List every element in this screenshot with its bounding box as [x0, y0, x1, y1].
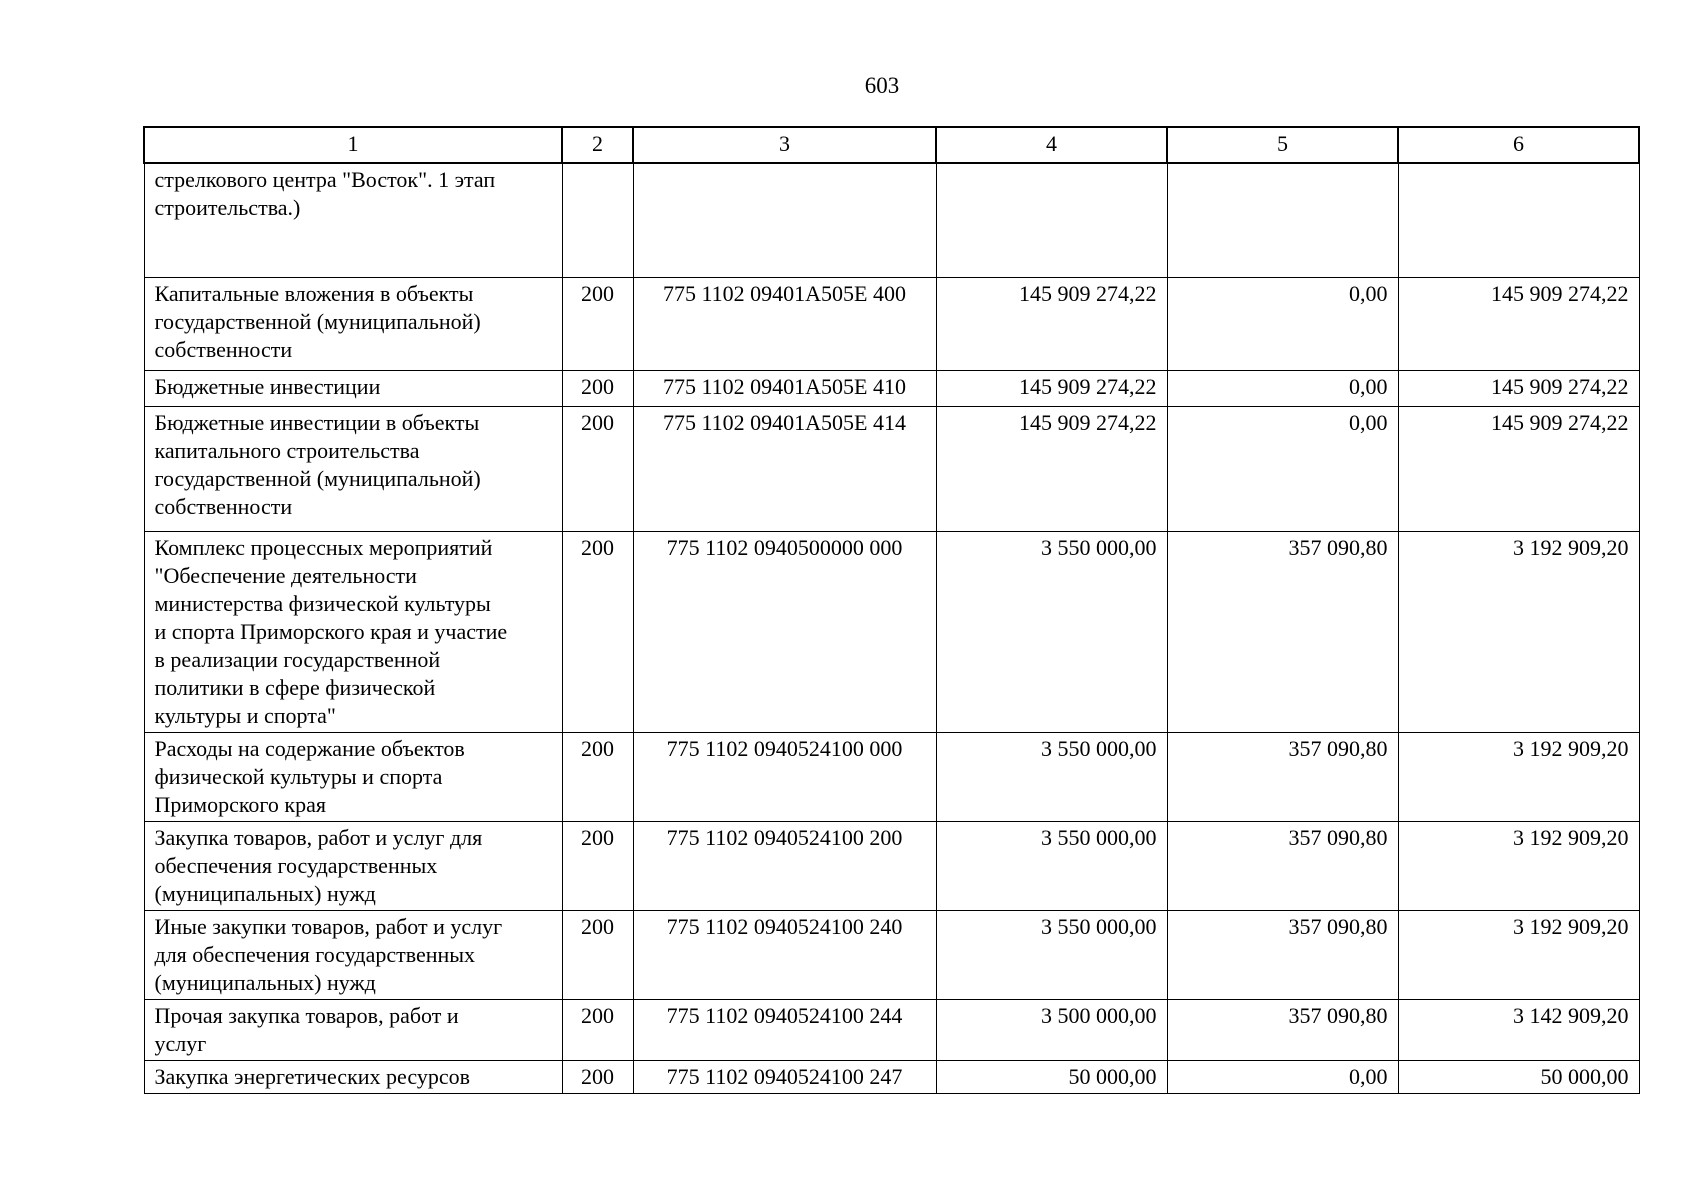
row-name-text: Бюджетные инвестиции в объекты капитального строительства государственной (муниципальной) собственности [154, 409, 481, 519]
row-value4: 3 500 000,00 [936, 999, 1167, 1060]
row-value5: 357 090,80 [1167, 531, 1398, 732]
row-code3: 775 1102 0940524100 200 [633, 821, 936, 910]
row-name-text: Закупка энергетических ресурсов [154, 1063, 470, 1089]
row-value4: 3 550 000,00 [936, 910, 1167, 999]
row-value6: 145 909 274,22 [1398, 277, 1639, 370]
row-code3 [633, 163, 936, 277]
row-name [144, 821, 562, 910]
table-header-row [144, 127, 1639, 163]
row-code2: 200 [562, 277, 633, 370]
table-row [144, 910, 1639, 999]
row-name-text: Иные закупки товаров, работ и услуг для обеспечения государственных (муниципальных) нужд [154, 913, 503, 995]
row-value5: 357 090,80 [1167, 999, 1398, 1060]
row-code3: 775 1102 09401A505E 414 [633, 406, 936, 531]
row-value4: 145 909 274,22 [936, 406, 1167, 531]
table-row [144, 821, 1639, 910]
row-code3: 775 1102 0940524100 244 [633, 999, 936, 1060]
table-row [144, 163, 1639, 277]
row-value6: 3 192 909,20 [1398, 910, 1639, 999]
row-value5: 0,00 [1167, 406, 1398, 531]
row-code2: 200 [562, 999, 633, 1060]
column-header: 1 [144, 127, 562, 163]
row-value4: 3 550 000,00 [936, 531, 1167, 732]
row-name-text: Расходы на содержание объектов физической культуры и спорта Приморского края [154, 735, 465, 817]
row-value6: 145 909 274,22 [1398, 370, 1639, 406]
row-code3: 775 1102 09401A505E 400 [633, 277, 936, 370]
row-value6: 145 909 274,22 [1398, 406, 1639, 531]
row-code2: 200 [562, 910, 633, 999]
row-value4 [936, 163, 1167, 277]
row-code3: 775 1102 0940524100 247 [633, 1060, 936, 1093]
row-code2: 200 [562, 821, 633, 910]
row-code3: 775 1102 0940524100 000 [633, 732, 936, 821]
row-value4: 50 000,00 [936, 1060, 1167, 1093]
row-value5: 357 090,80 [1167, 732, 1398, 821]
table-row [144, 406, 1639, 531]
row-code2: 200 [562, 1060, 633, 1093]
row-name [144, 406, 562, 531]
row-name-text: Капитальные вложения в объекты государственной (муниципальной) собственности [154, 280, 481, 362]
row-name [144, 370, 562, 406]
row-value6: 3 142 909,20 [1398, 999, 1639, 1060]
row-value5 [1167, 163, 1398, 277]
column-header: 2 [562, 127, 633, 163]
row-value4: 3 550 000,00 [936, 732, 1167, 821]
row-code3: 775 1102 09401A505E 410 [633, 370, 936, 406]
row-name-text: Прочая закупка товаров, работ и услуг [154, 1002, 459, 1056]
row-name [144, 999, 562, 1060]
row-name [144, 163, 562, 277]
row-code2: 200 [562, 732, 633, 821]
row-code2: 200 [562, 370, 633, 406]
row-code3: 775 1102 0940500000 000 [633, 531, 936, 732]
row-value6: 3 192 909,20 [1398, 531, 1639, 732]
row-value6: 3 192 909,20 [1398, 821, 1639, 910]
row-name [144, 1060, 562, 1093]
row-name [144, 277, 562, 370]
table-row [144, 370, 1639, 406]
row-value6: 3 192 909,20 [1398, 732, 1639, 821]
row-name [144, 732, 562, 821]
table-row [144, 277, 1639, 370]
row-value5: 0,00 [1167, 277, 1398, 370]
column-header: 4 [936, 127, 1167, 163]
column-header: 5 [1167, 127, 1398, 163]
row-value4: 145 909 274,22 [936, 370, 1167, 406]
row-name [144, 531, 562, 732]
budget-table [143, 126, 1640, 1094]
table-row [144, 999, 1639, 1060]
row-value6: 50 000,00 [1398, 1060, 1639, 1093]
table-row [144, 531, 1639, 732]
row-name-text: Закупка товаров, работ и услуг для обеспечения государственных (муниципальных) нужд [154, 824, 483, 906]
row-value6 [1398, 163, 1639, 277]
table-row [144, 1060, 1639, 1093]
page-number: 603 [864, 73, 900, 98]
row-value5: 0,00 [1167, 370, 1398, 406]
row-name-text: Комплекс процессных мероприятий "Обеспечение деятельности министерства физической культуры и спорта Приморского края и участие в реализации государственной политики в сфере физической культуры и спорта" [154, 534, 508, 728]
column-header: 6 [1398, 127, 1639, 163]
row-code3: 775 1102 0940524100 240 [633, 910, 936, 999]
row-value5: 357 090,80 [1167, 821, 1398, 910]
row-value5: 0,00 [1167, 1060, 1398, 1093]
row-code2: 200 [562, 406, 633, 531]
row-value4: 145 909 274,22 [936, 277, 1167, 370]
row-code2 [562, 163, 633, 277]
row-code2: 200 [562, 531, 633, 732]
row-value4: 3 550 000,00 [936, 821, 1167, 910]
table-row [144, 732, 1639, 821]
row-name-text: Бюджетные инвестиции [154, 373, 381, 399]
row-name [144, 910, 562, 999]
row-name-text: стрелкового центра "Восток". 1 этап строительства.) [154, 167, 496, 220]
row-value5: 357 090,80 [1167, 910, 1398, 999]
column-header: 3 [633, 127, 936, 163]
